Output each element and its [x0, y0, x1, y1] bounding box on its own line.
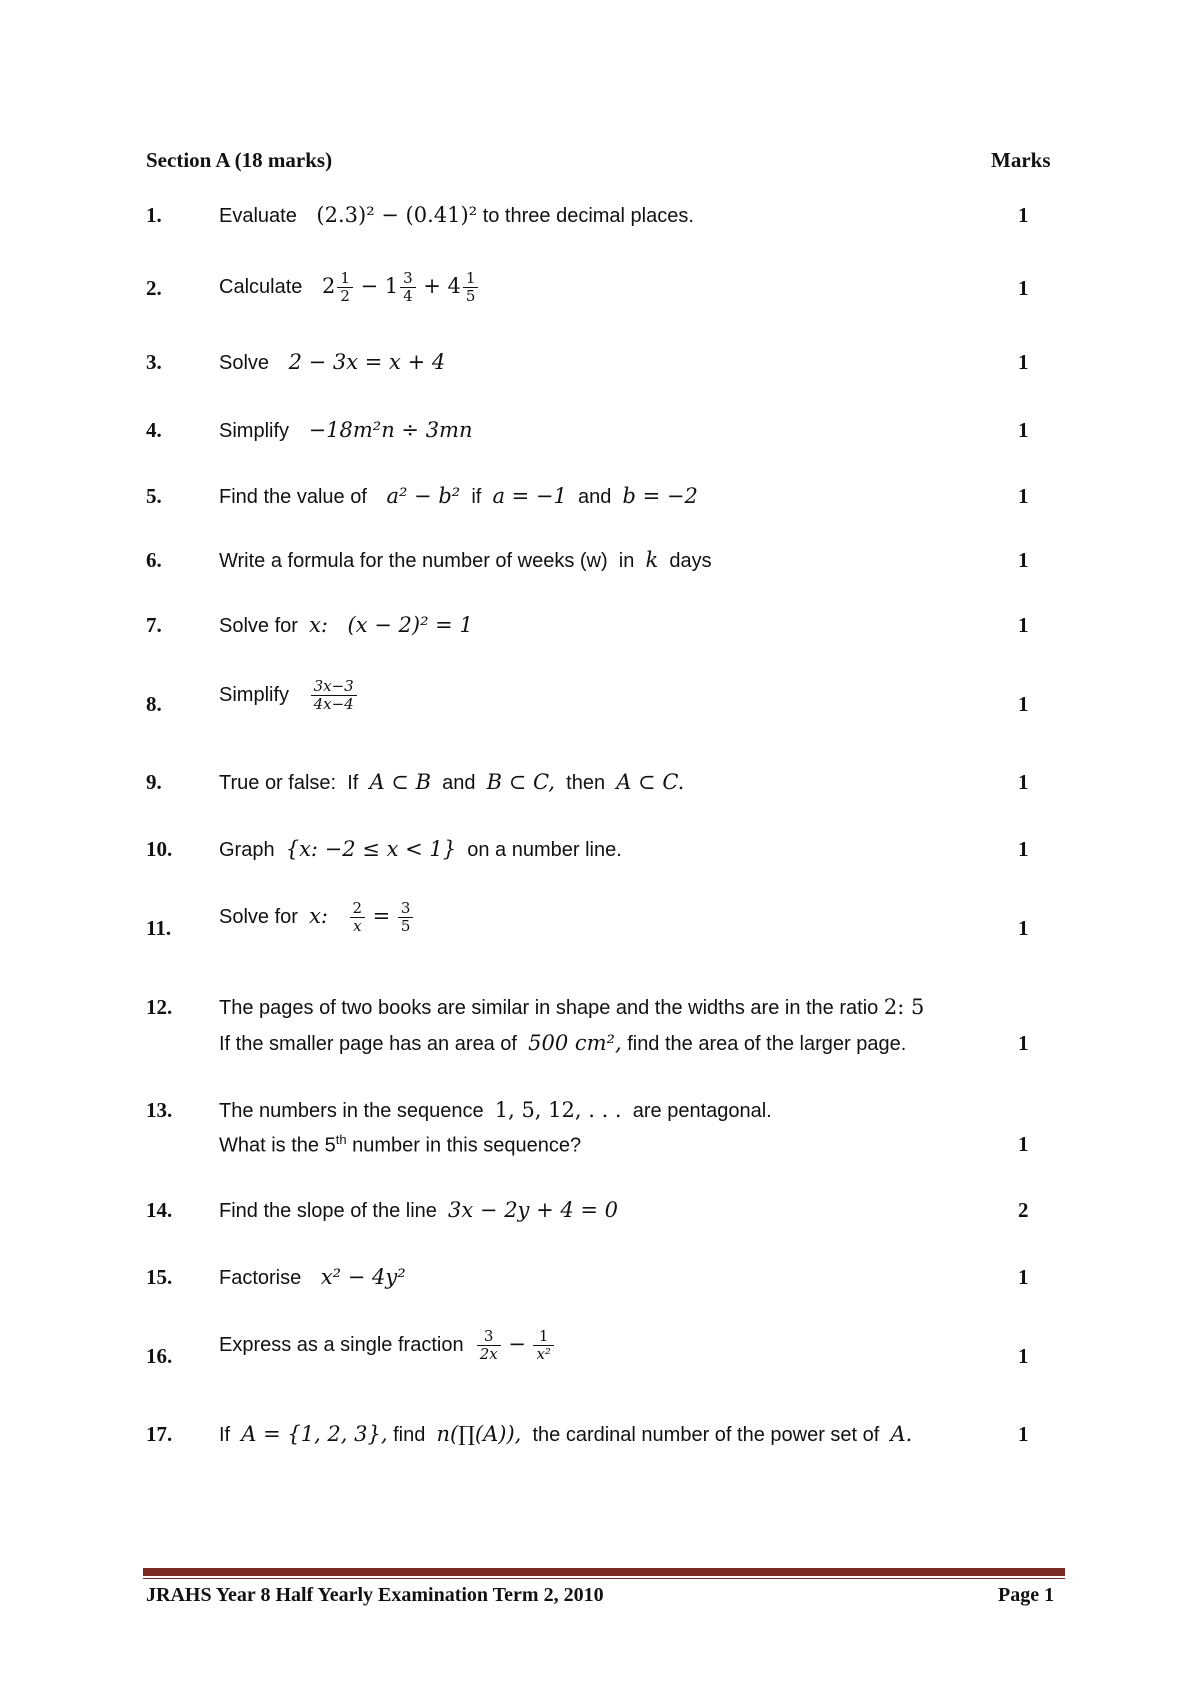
fraction: $\frac{3}{5}$: [398, 900, 414, 936]
question-text: Evaluate: [219, 205, 297, 227]
question-text: True or false:: [219, 772, 337, 794]
question-text: on a number line.: [467, 839, 622, 861]
question-number: 11.: [146, 916, 172, 940]
question-text: Factorise: [219, 1267, 302, 1289]
question-text: Calculate: [219, 276, 303, 299]
footer-rule: [143, 1568, 1065, 1576]
question-text: Graph: [219, 839, 275, 861]
question-text: in: [618, 550, 635, 572]
marks-header: Marks: [991, 148, 1051, 172]
question-text: If: [219, 1424, 231, 1446]
question-number: 6.: [146, 548, 162, 572]
question-mark: 2: [1018, 1198, 1029, 1222]
math-whole: 2: [321, 274, 336, 299]
question-number: 3.: [146, 350, 162, 374]
math-expression: A ⊂ C.: [616, 770, 685, 794]
math-ratio: 2: 5: [883, 995, 925, 1019]
question-mark: 1: [1018, 1344, 1029, 1368]
math-expression: (x − 2)² = 1: [347, 613, 473, 637]
question-text: Solve for: [219, 615, 298, 637]
question-text: Simplify: [219, 684, 290, 707]
question-number: 12.: [146, 995, 173, 1019]
question-mark: 1: [1018, 203, 1029, 227]
math-expression: a² − b²: [386, 484, 461, 508]
question-mark: 1: [1018, 484, 1029, 508]
question-text: Find the value of: [219, 486, 367, 508]
fraction: $\frac{3}{2x}$: [477, 1328, 501, 1364]
question-text: the cardinal number of the power set of: [532, 1424, 880, 1446]
question-mark: 1: [1018, 916, 1029, 940]
question-text: to three decimal places.: [482, 205, 694, 227]
math-expression: 2 − 3x = x + 4: [288, 350, 446, 374]
question-mark: 1: [1018, 548, 1029, 572]
footer-rule-thin: [143, 1578, 1065, 1579]
question-text: What is the 5: [219, 1134, 336, 1157]
footer-title: JRAHS Year 8 Half Yearly Examination Term 2, 2010: [146, 1584, 604, 1606]
question-mark: 1: [1018, 418, 1029, 442]
fraction: $\frac{3}{4}$: [400, 270, 416, 306]
math-variable: x:: [309, 904, 328, 929]
question-number: 9.: [146, 770, 162, 794]
question-text: number in this sequence?: [352, 1134, 582, 1157]
superscript: th: [335, 1132, 347, 1147]
question-text: if: [471, 486, 482, 508]
question-text: The pages of two books are similar in shape and the widths are in the ratio: [219, 997, 879, 1019]
math-expression: (2.3)² − (0.41)²: [316, 203, 478, 227]
question-mark: 1: [1018, 1422, 1029, 1446]
page-number: Page 1: [998, 1584, 1055, 1606]
question-number: 13.: [146, 1098, 173, 1122]
math-expression: 3x − 2y + 4 = 0: [448, 1198, 619, 1222]
question-text: Find the slope of the line: [219, 1200, 437, 1222]
math-expression: a = −1: [492, 484, 567, 508]
question-text: Solve for: [219, 906, 298, 929]
question-text: then: [566, 772, 606, 794]
math-expression: x² − 4y²: [320, 1265, 406, 1289]
question-number: 5.: [146, 484, 162, 508]
question-text: If: [347, 772, 359, 794]
question-mark: 1: [1018, 837, 1029, 861]
question-number: 7.: [146, 613, 162, 637]
math-operator: −: [508, 1332, 526, 1357]
math-expression: 500 cm²,: [528, 1031, 622, 1055]
fraction: $\frac{1}{\text{x²}}$: [533, 1328, 553, 1364]
math-expression: b = −2: [622, 484, 698, 508]
question-mark: 1: [1018, 613, 1029, 637]
math-expression: A = {1, 2, 3},: [241, 1422, 388, 1446]
math-expression: {x: −2 ≤ x < 1}: [285, 837, 457, 861]
math-variable: A.: [890, 1422, 913, 1446]
question-number: 1.: [146, 203, 162, 227]
question-text: and: [442, 772, 476, 794]
math-expression: B ⊂ C,: [486, 770, 556, 794]
question-number: 4.: [146, 418, 162, 442]
math-operator: − 1: [360, 274, 399, 299]
fraction: $\frac{2}{x}$: [350, 900, 366, 936]
question-text: days: [669, 550, 712, 572]
question-text: find: [393, 1424, 426, 1446]
question-text: Express as a single fraction: [219, 1334, 464, 1357]
math-operator: =: [372, 904, 391, 929]
fraction: $\frac{1}{2}$: [337, 270, 353, 306]
math-sequence: 1, 5, 12, . . .: [494, 1098, 622, 1122]
question-text: If the smaller page has an area of: [219, 1033, 517, 1055]
math-expression: A ⊂ B: [369, 770, 432, 794]
math-expression: −18m²n ÷ 3mn: [308, 418, 473, 442]
question-mark: 1: [1018, 770, 1029, 794]
fraction: $\frac{1}{5}$: [463, 270, 479, 306]
question-number: 15.: [146, 1265, 173, 1289]
question-number: 16.: [146, 1344, 173, 1368]
question-mark: 1: [1018, 692, 1029, 716]
question-mark: 1: [1018, 350, 1029, 374]
question-text: Solve: [219, 352, 270, 374]
question-text: The numbers in the sequence: [219, 1100, 484, 1122]
section-title: Section A (18 marks): [146, 148, 333, 172]
question-mark: 1: [1018, 1031, 1029, 1055]
math-operator: + 4: [423, 274, 461, 299]
question-text: Write a formula for the number of weeks (w): [219, 550, 608, 572]
question-number: 2.: [146, 276, 162, 300]
question-number: 8.: [146, 692, 162, 716]
question-text: are pentagonal.: [632, 1100, 772, 1122]
question-number: 17.: [146, 1422, 173, 1446]
question-text: and: [578, 486, 612, 508]
math-variable: x:: [309, 613, 328, 637]
question-text: Simplify: [219, 420, 290, 442]
question-text: find the area of the larger page.: [627, 1033, 907, 1055]
question-number: 14.: [146, 1198, 173, 1222]
fraction: $\frac{3x-3}{4x-4}$: [311, 678, 357, 714]
question-mark: 1: [1018, 276, 1029, 300]
question-mark: 1: [1018, 1132, 1029, 1156]
math-variable: k: [645, 548, 659, 572]
math-expression: n(∏(A)),: [436, 1422, 522, 1446]
question-number: 10.: [146, 837, 173, 861]
question-mark: 1: [1018, 1265, 1029, 1289]
